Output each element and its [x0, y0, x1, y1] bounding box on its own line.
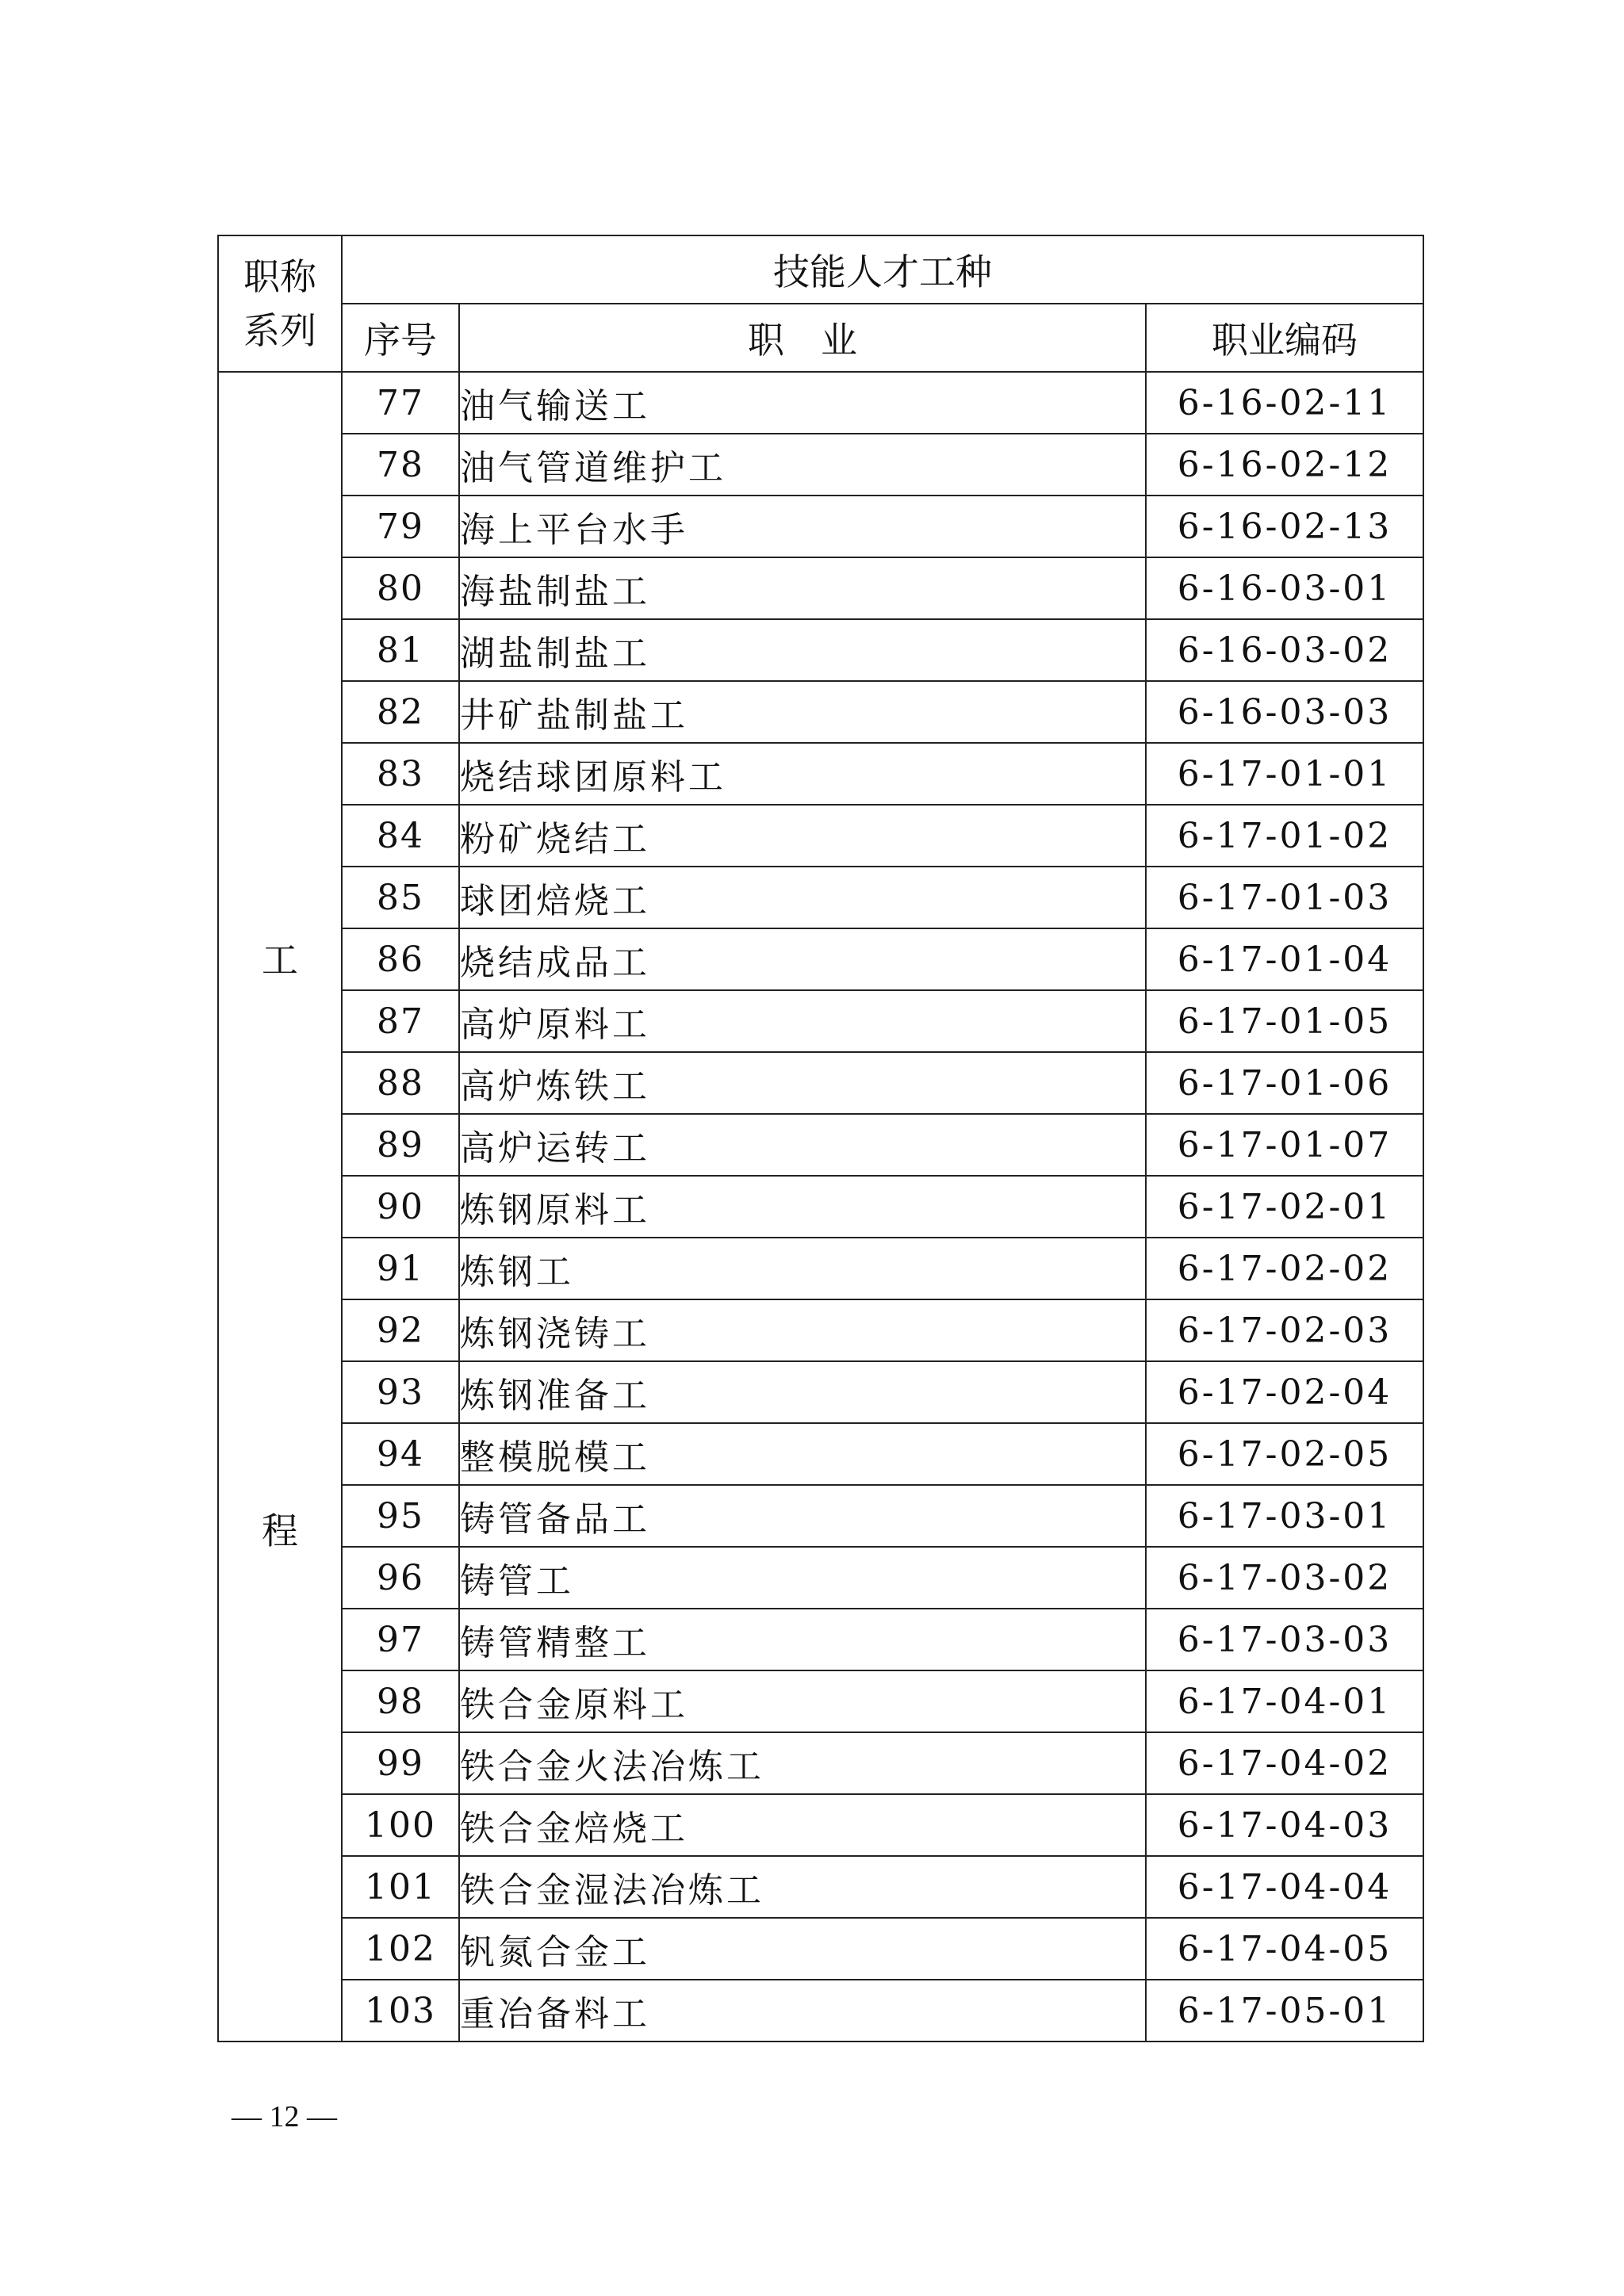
table-row [218, 1794, 1423, 1856]
seq-cell: 94 [342, 1423, 459, 1485]
occupation-cell: 井矿盐制盐工 [459, 681, 1146, 743]
seq-cell: 100 [342, 1794, 459, 1856]
code-cell: 6-17-03-01 [1146, 1485, 1423, 1547]
seq-cell: 89 [342, 1114, 459, 1176]
seq-cell: 102 [342, 1918, 459, 1980]
seq-cell: 95 [342, 1485, 459, 1547]
table-row [218, 619, 1423, 681]
seq-cell: 101 [342, 1856, 459, 1918]
seq-cell: 96 [342, 1547, 459, 1609]
seq-cell: 88 [342, 1052, 459, 1114]
occupation-table [217, 235, 1424, 2042]
code-cell: 6-17-02-04 [1146, 1361, 1423, 1423]
table-row [218, 1918, 1423, 1980]
occupation-cell: 高炉运转工 [459, 1114, 1146, 1176]
table-row [218, 928, 1423, 990]
seq-cell: 79 [342, 496, 459, 557]
code-cell: 6-17-02-01 [1146, 1176, 1423, 1238]
series-char-1: 工 [262, 939, 298, 982]
code-cell: 6-17-01-04 [1146, 928, 1423, 990]
occupation-cell: 铸管备品工 [459, 1485, 1146, 1547]
table-row [218, 1176, 1423, 1238]
occupation-cell: 高炉原料工 [459, 990, 1146, 1052]
occupation-cell: 海盐制盐工 [459, 557, 1146, 619]
page-number: — 12 — [232, 2100, 337, 2133]
occupation-cell: 粉矿烧结工 [459, 805, 1146, 867]
seq-cell: 97 [342, 1609, 459, 1670]
code-cell: 6-17-04-04 [1146, 1856, 1423, 1918]
seq-cell: 80 [342, 557, 459, 619]
table-row [218, 1299, 1423, 1361]
occupation-cell: 湖盐制盐工 [459, 619, 1146, 681]
occupation-cell: 炼钢原料工 [459, 1176, 1146, 1238]
code-cell: 6-17-01-02 [1146, 805, 1423, 867]
seq-cell: 93 [342, 1361, 459, 1423]
table-row [218, 681, 1423, 743]
table-row [218, 1609, 1423, 1670]
code-cell: 6-16-03-03 [1146, 681, 1423, 743]
seq-cell: 98 [342, 1670, 459, 1732]
occupation-cell: 烧结球团原料工 [459, 743, 1146, 805]
seq-cell: 81 [342, 619, 459, 681]
table-row [218, 1670, 1423, 1732]
occupation-cell: 海上平台水手 [459, 496, 1146, 557]
group-title: 技能人才工种 [342, 235, 1423, 304]
occupation-cell: 铁合金湿法冶炼工 [459, 1856, 1146, 1918]
occupation-cell: 炼钢工 [459, 1238, 1146, 1299]
occupation-cell: 炼钢浇铸工 [459, 1299, 1146, 1361]
table-row [218, 805, 1423, 867]
table-row [218, 434, 1423, 496]
series-header [218, 235, 342, 372]
seq-cell: 99 [342, 1732, 459, 1794]
code-cell: 6-17-01-05 [1146, 990, 1423, 1052]
seq-cell: 92 [342, 1299, 459, 1361]
table-row [218, 1114, 1423, 1176]
table-row [218, 1423, 1423, 1485]
column-header-code: 职业编码 [1146, 304, 1423, 372]
occupation-cell: 烧结成品工 [459, 928, 1146, 990]
occupation-cell: 铁合金原料工 [459, 1670, 1146, 1732]
occupation-cell: 高炉炼铁工 [459, 1052, 1146, 1114]
occupation-cell: 钒氮合金工 [459, 1918, 1146, 1980]
table-row [218, 1052, 1423, 1114]
seq-cell: 85 [342, 867, 459, 928]
table-row [218, 1485, 1423, 1547]
code-cell: 6-17-01-01 [1146, 743, 1423, 805]
code-cell: 6-16-02-12 [1146, 434, 1423, 496]
occupation-cell: 铁合金火法冶炼工 [459, 1732, 1146, 1794]
code-cell: 6-16-02-13 [1146, 496, 1423, 557]
table-row [218, 1238, 1423, 1299]
seq-cell: 82 [342, 681, 459, 743]
column-header-seq: 序号 [342, 304, 459, 372]
seq-cell: 84 [342, 805, 459, 867]
table-row [218, 372, 1423, 434]
occupation-cell: 油气管道维护工 [459, 434, 1146, 496]
code-cell: 6-17-03-02 [1146, 1547, 1423, 1609]
seq-cell: 77 [342, 372, 459, 434]
code-cell: 6-17-02-05 [1146, 1423, 1423, 1485]
occupation-cell: 铁合金焙烧工 [459, 1794, 1146, 1856]
table-row [218, 557, 1423, 619]
code-cell: 6-17-02-02 [1146, 1238, 1423, 1299]
occupation-cell: 重冶备料工 [459, 1980, 1146, 2042]
code-cell: 6-16-03-01 [1146, 557, 1423, 619]
code-cell: 6-17-02-03 [1146, 1299, 1423, 1361]
seq-cell: 86 [342, 928, 459, 990]
code-cell: 6-17-04-05 [1146, 1918, 1423, 1980]
code-cell: 6-16-02-11 [1146, 372, 1423, 434]
table-row [218, 1547, 1423, 1609]
code-cell: 6-17-04-02 [1146, 1732, 1423, 1794]
series-header-line2: 系列 [243, 309, 316, 352]
occupation-cell: 球团焙烧工 [459, 867, 1146, 928]
seq-cell: 90 [342, 1176, 459, 1238]
occupation-cell: 铸管工 [459, 1547, 1146, 1609]
table-row [218, 1980, 1423, 2042]
occupation-cell: 铸管精整工 [459, 1609, 1146, 1670]
table-row [218, 1361, 1423, 1423]
seq-cell: 103 [342, 1980, 459, 2042]
table-row [218, 743, 1423, 805]
table-row [218, 496, 1423, 557]
code-cell: 6-17-04-03 [1146, 1794, 1423, 1856]
table-row [218, 867, 1423, 928]
code-cell: 6-17-05-01 [1146, 1980, 1423, 2042]
table-row [218, 990, 1423, 1052]
code-cell: 6-17-01-03 [1146, 867, 1423, 928]
code-cell: 6-17-04-01 [1146, 1670, 1423, 1732]
seq-cell: 87 [342, 990, 459, 1052]
occupation-cell: 炼钢准备工 [459, 1361, 1146, 1423]
series-header-line1: 职称 [243, 255, 316, 298]
seq-cell: 91 [342, 1238, 459, 1299]
occupation-cell: 油气输送工 [459, 372, 1146, 434]
code-cell: 6-16-03-02 [1146, 619, 1423, 681]
column-header-occupation: 职 业 [459, 304, 1146, 372]
occupation-cell: 整模脱模工 [459, 1423, 1146, 1485]
code-cell: 6-17-01-07 [1146, 1114, 1423, 1176]
seq-cell: 83 [342, 743, 459, 805]
code-cell: 6-17-01-06 [1146, 1052, 1423, 1114]
table-row [218, 1856, 1423, 1918]
seq-cell: 78 [342, 434, 459, 496]
series-cell [218, 372, 342, 2042]
series-char-2: 程 [262, 1510, 298, 1552]
code-cell: 6-17-03-03 [1146, 1609, 1423, 1670]
table-row [218, 1732, 1423, 1794]
